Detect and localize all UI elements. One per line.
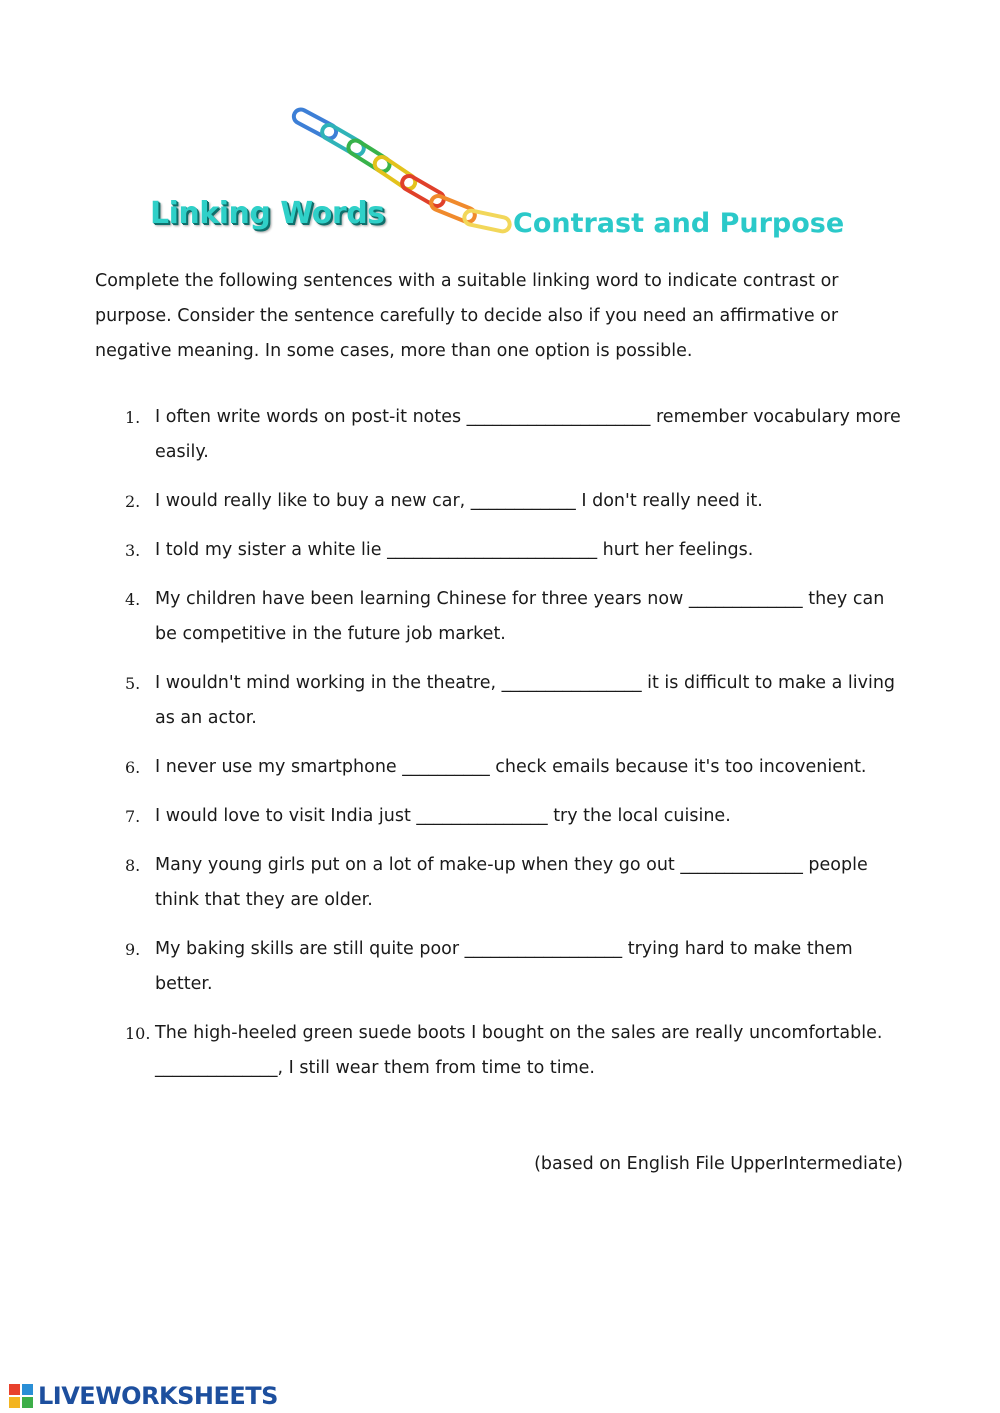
exercise-sentence: My children have been learning Chinese for three years now _____________ they can be competitive in the future job market. [155,589,885,644]
exercise-number: 5. [125,674,141,693]
exercise-number: 10. [125,1024,151,1043]
exercise-number: 9. [125,940,141,959]
exercise-sentence: The high-heeled green suede boots I bought on the sales are really uncomfortable. ______________, I still wear them from time to time. [155,1023,883,1078]
page-subtitle: Contrast and Purpose [513,208,845,239]
paperclip-yellow [372,154,418,191]
exercise-number: 1. [125,408,141,427]
exercise-sentence: My baking skills are still quite poor __________________ trying hard to make them better. [155,939,853,994]
paperclip-red [400,173,447,208]
exercise-number: 4. [125,590,141,609]
exercise-item [95,750,907,785]
exercise-item [95,848,907,918]
exercise-sentence: Many young girls put on a lot of make-up when they go out ______________ people think that they are older. [155,855,868,910]
footer-brand-text: LIVEWORKSHEETS [38,1382,278,1410]
exercise-sentence: I would really like to buy a new car, ____________ I don't really need it. [155,491,763,511]
exercise-item [95,932,907,1002]
exercise-sentence: I never use my smartphone __________ check emails because it's too incovenient. [155,757,867,777]
exercise-item [95,582,907,652]
exercise-item [95,484,907,519]
liveworksheets-logo-icon [8,1383,34,1409]
footer-brand[interactable] [8,1382,278,1410]
exercise-sentence: I wouldn't mind working in the theatre, ________________ it is difficult to make a living as an actor. [155,673,896,728]
exercise-item [95,1016,907,1086]
exercise-number: 7. [125,807,141,826]
logo-title: Linking Words [150,196,385,231]
exercise-sentence: I would love to visit India just _______________ try the local cuisine. [155,806,731,826]
exercise-number: 2. [125,492,141,511]
exercise-item [95,533,907,568]
exercise-sentence: I often write words on post-it notes _____________________ remember vocabulary more easily. [155,407,901,462]
exercise-number: 6. [125,758,141,777]
exercise-item [95,666,907,736]
exercise-item [95,799,907,834]
source-note: (based on English File UpperIntermediate) [534,1154,903,1174]
exercise-list [95,400,907,1100]
exercise-item [95,400,907,470]
exercise-sentence: I told my sister a white lie ________________________ hurt her feelings. [155,540,754,560]
exercise-number: 8. [125,856,141,875]
exercise-number: 3. [125,541,141,560]
instructions-text: Complete the following sentences with a suitable linking word to indicate contrast or purpose. Consider the sentence carefully to decide also if you need an affirmative or negative meaning. In some cases, more than one option is possible. [95,271,839,361]
